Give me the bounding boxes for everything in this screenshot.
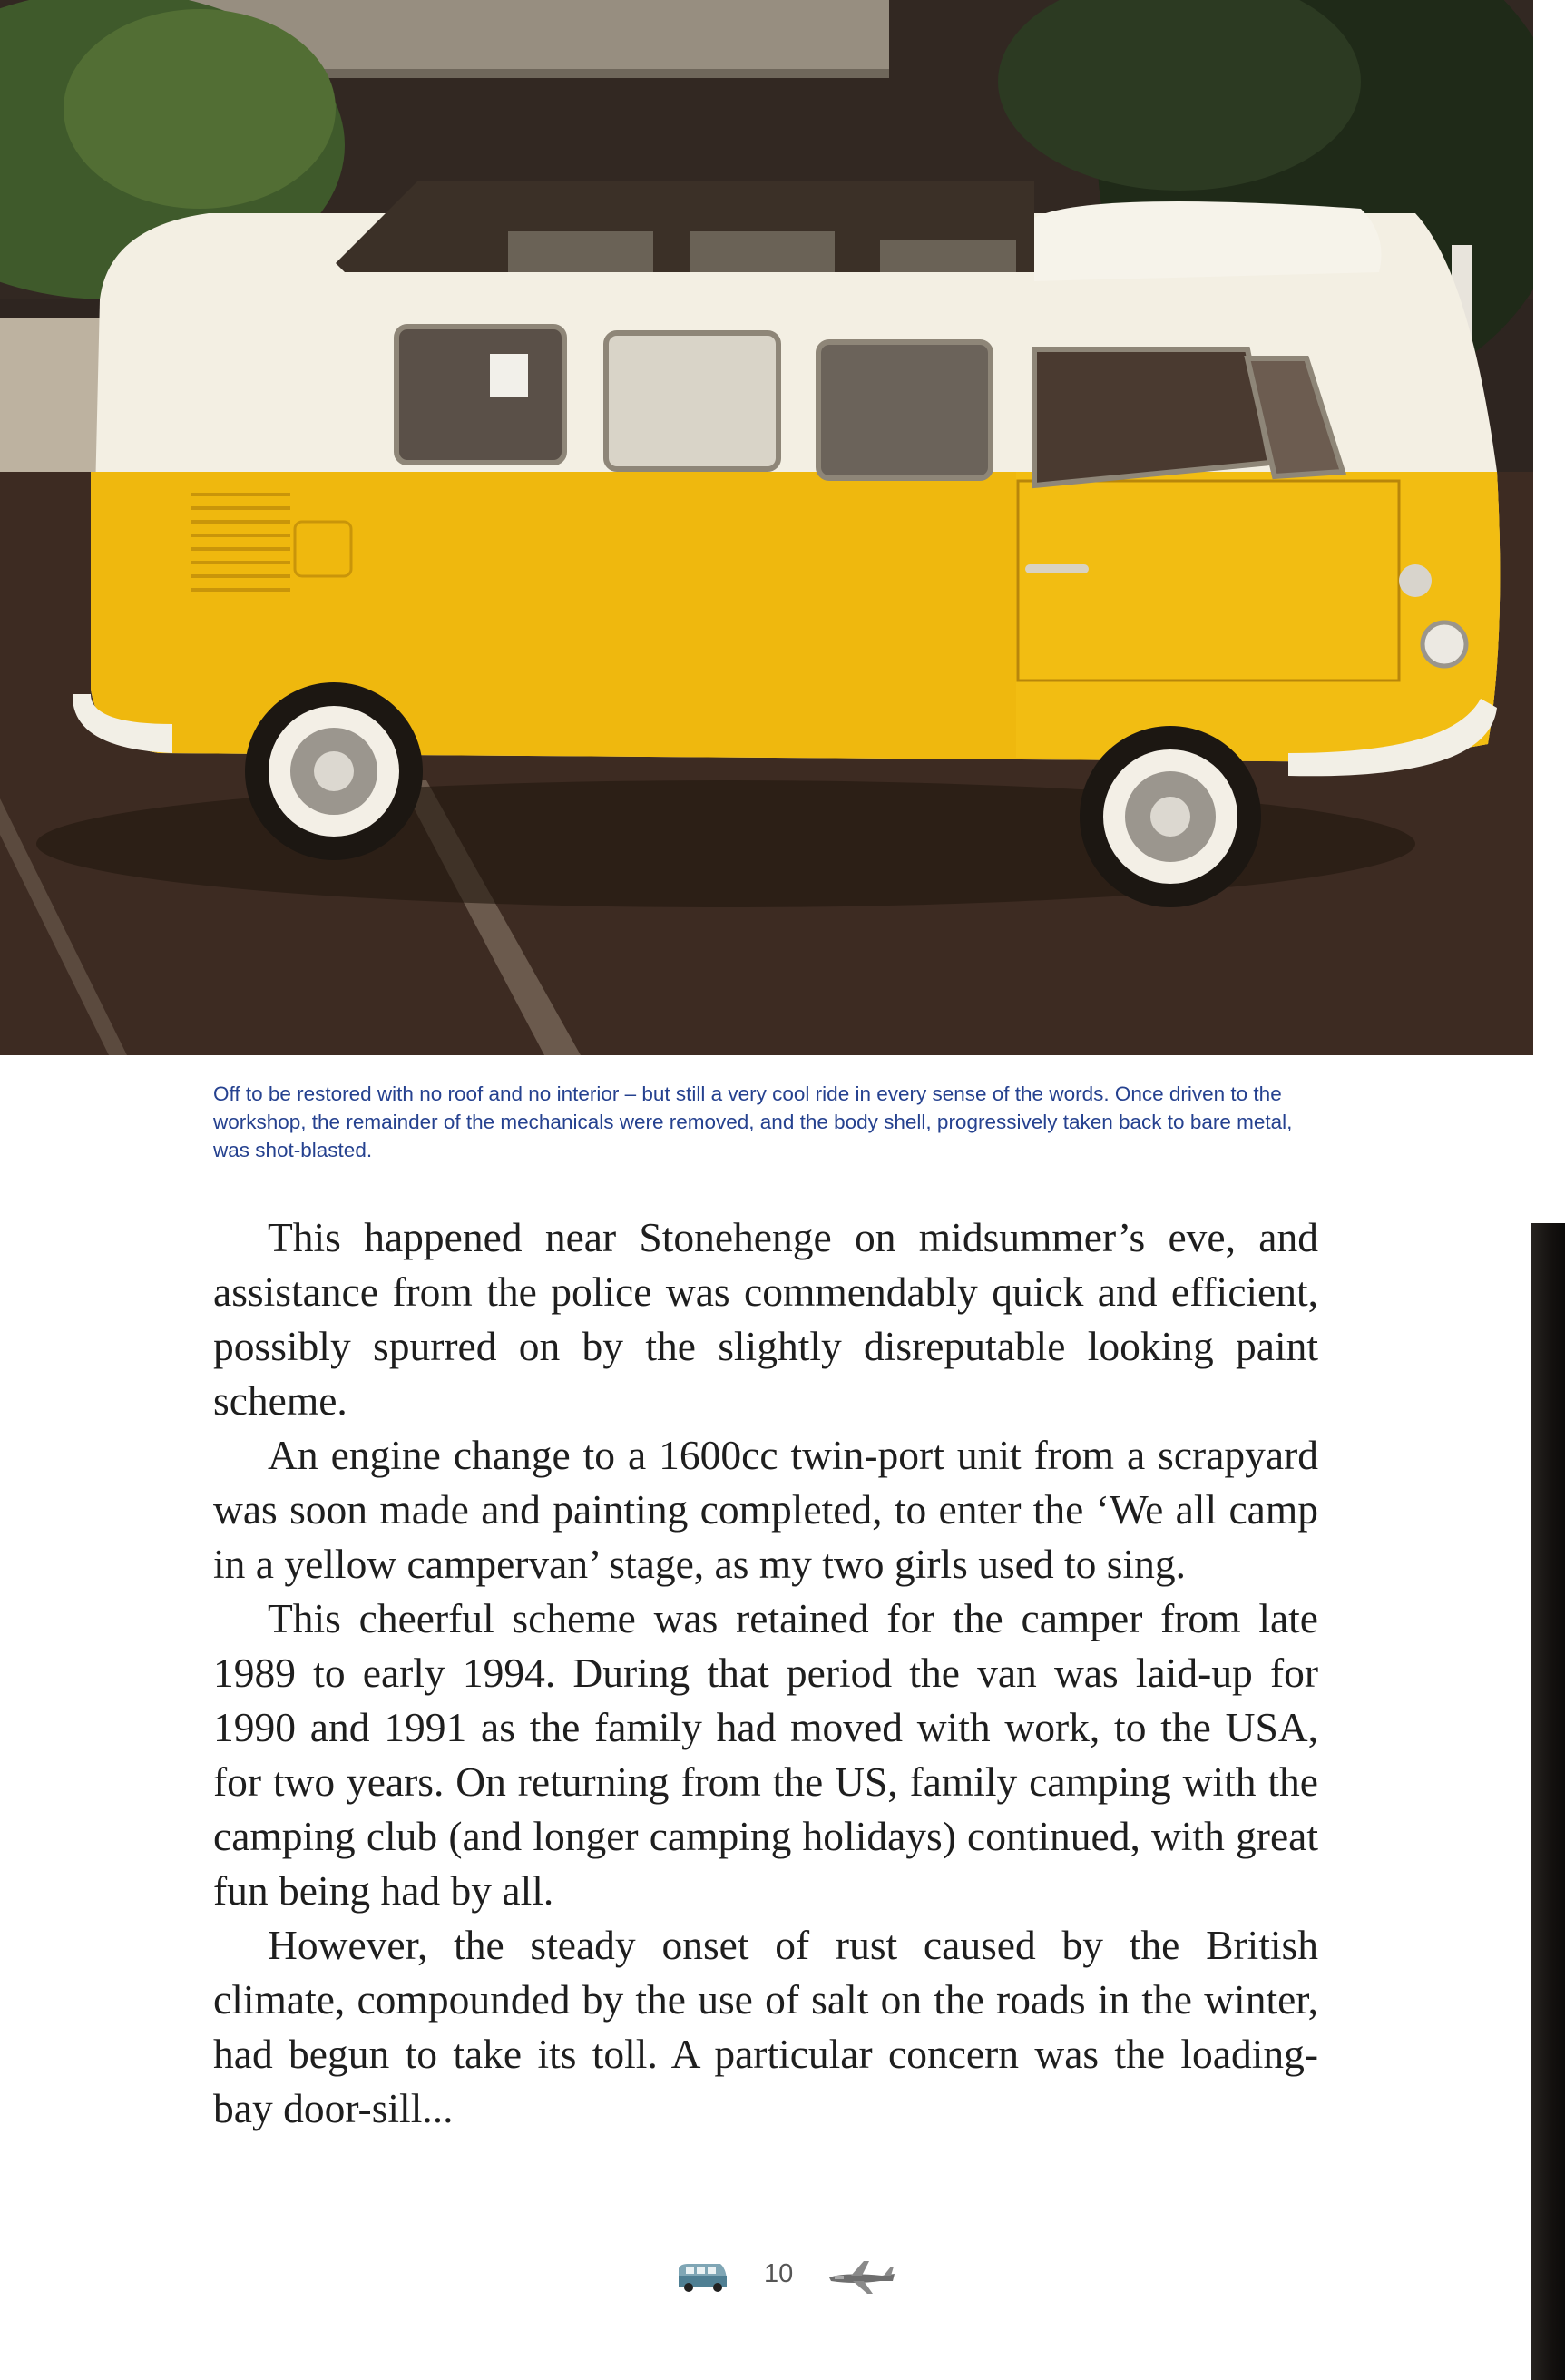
page-footer bbox=[0, 2254, 1565, 2308]
paragraph: An engine change to a 1600cc twin-port unit from a scrapyard was soon made and painting completed, to enter the ‘We all camp in a yellow campervan’ stage, as my two girls used to sing. bbox=[213, 1432, 1318, 1587]
paragraph: This happened near Stonehenge on midsummer’s eve, and assistance from the police was commendably quick and efficient, possibly spurred on by the slightly disreputable looking paint scheme. bbox=[213, 1214, 1318, 1424]
article-body bbox=[213, 1210, 1318, 2136]
campervan-photo bbox=[0, 0, 1533, 1055]
photo-caption: Off to be restored with no roof and no interior – but still a very cool ride in every sense of the words. Once driven to the workshop, the remainder of the mechanicals were removed, and the body shell, progressively taken back to bare metal, was shot-blasted. bbox=[213, 1082, 1293, 1161]
paragraph: However, the steady onset of rust caused by the British climate, compounded by the use of salt on the roads in the winter, had begun to take its toll. A particular concern was the loading-bay door-sill... bbox=[213, 1922, 1318, 2131]
adjacent-page-edge bbox=[1531, 1223, 1565, 2380]
campervan-icon bbox=[675, 2261, 729, 2294]
paragraph: This cheerful scheme was retained for the camper from late 1989 to early 1994. During that period the van was laid-up for 1990 and 1991 as the family had moved with work, to the USA, for two years. On returning from the US, family camping with the camping club (and longer camping holidays) continued, with great fun being had by all. bbox=[213, 1595, 1318, 1914]
page-number: 10 bbox=[764, 2259, 794, 2288]
airplane-icon bbox=[827, 2258, 896, 2297]
